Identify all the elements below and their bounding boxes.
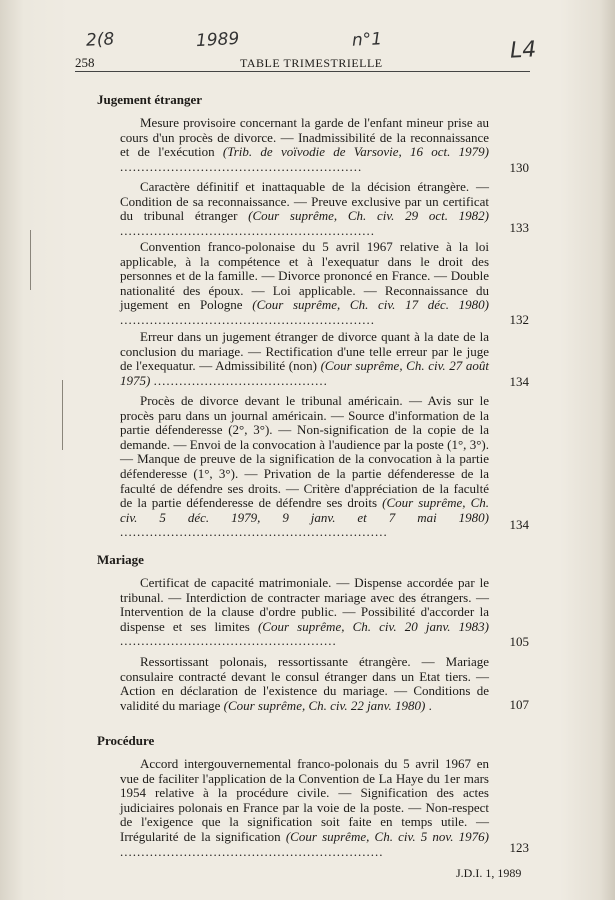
entry-citation: (Cour suprême, Ch. civ. 29 oct. 1982) (248, 208, 489, 224)
margin-pencil-mark (30, 230, 31, 290)
entry-citation: (Cour suprême, Ch. civ. 20 janv. 1983) (257, 618, 489, 634)
entry-citation: (Trib. de voïvodie de Varsovie, 16 oct. 1979) (222, 144, 489, 160)
entry-text: Convention franco-polonaise du 5 avril 1967 relative à la loi applicable, à la compétence et à l'exequatur dans le droit des personnes et de la famille. — Divorce prononcé en France. — Double nationalité des époux. — Loi applicable. — Reconnaissance du jugement en Pologne (120, 239, 489, 313)
entry-text: Erreur dans un jugement étranger de divorce quant à la date de la conclusion du mariage. — Rectification d'une telle erreur par le juge de l'exequatur. — Admissibilité (non) (120, 329, 489, 374)
entry-page-ref: 132 (509, 312, 529, 327)
running-title: TABLE TRIMESTRIELLE (240, 56, 383, 70)
section-heading-jugement-etranger: Jugement étranger (97, 92, 203, 107)
dot-leader: ......................................... (153, 372, 328, 388)
index-entry (120, 576, 489, 649)
index-entry (120, 757, 489, 859)
header-rule (75, 71, 530, 72)
section-heading-procedure: Procédure (97, 733, 155, 748)
dot-leader: . (428, 697, 433, 713)
journal-footer: J.D.I. 1, 1989 (456, 866, 522, 880)
index-entry (120, 180, 489, 238)
dot-leader: ............................................................... (120, 524, 388, 540)
entry-citation: (Cour suprême, Ch. civ. 17 déc. 1980) (252, 297, 489, 313)
dot-leader: ................................................... (120, 633, 337, 649)
entry-page-ref: 130 (509, 160, 529, 175)
index-entry (120, 240, 489, 328)
margin-pencil-mark (62, 380, 63, 450)
entry-page-ref: 134 (509, 374, 529, 389)
entry-text: Accord intergouvernemental franco-polonais du 5 avril 1967 en vue de faciliter l'application de la Convention de La Haye du 1er mars 1954 relative à la procédure civile. — Signification des actes judiciaires polonais en France par la voie de la poste. — Non-respect de l'exigence que la signification soit faite en temps utile. — Irrégularité de la signification (120, 756, 489, 844)
handwritten-note-number: n°1 (351, 29, 383, 51)
index-entry (120, 394, 489, 540)
entry-page-ref: 133 (509, 220, 529, 235)
dot-leader: .............................................................. (120, 843, 384, 859)
page-number: 258 (75, 55, 95, 70)
dot-leader: ......................................................... (120, 158, 363, 174)
section-heading-mariage: Mariage (97, 552, 144, 567)
index-entry (120, 116, 489, 174)
handwritten-note-corner: L4 (509, 37, 537, 64)
index-entry (120, 655, 489, 713)
entry-text: Ressortissant polonais, ressortissante étrangère. — Mariage consulaire contracté devant le consul étranger dans un Etat tiers. — Action en déclaration de l'existence du mariage. — Conditions de validité du mariage (120, 654, 489, 713)
entry-citation: (Cour suprême, Ch. civ. 22 janv. 1980) (223, 697, 426, 713)
index-entry (120, 330, 489, 388)
entry-citation: (Cour suprême, Ch. civ. 5 déc. 1979, 9 janv. et 7 mai 1980) (120, 495, 490, 525)
entry-page-ref: 107 (509, 697, 529, 712)
entry-citation: (Cour suprême, Ch. civ. 5 nov. 1976) (285, 828, 489, 844)
entry-text: Certificat de capacité matrimoniale. — Dispense accordée par le tribunal. — Interdiction de contracter mariage avec des étrangers. — Intervention de la clause d'ordre public. — Possibilité d'accorder la dispense et ses limites (120, 575, 489, 634)
dot-leader: ............................................................ (120, 222, 375, 238)
entry-citation: (Cour suprême, Ch. civ. 27 août 1975) (120, 358, 489, 388)
entry-page-ref: 123 (509, 840, 529, 855)
handwritten-note-left: 2(8 (85, 29, 115, 51)
dot-leader: ............................................................ (120, 311, 375, 327)
entry-text: Procès de divorce devant le tribunal américain. — Avis sur le procès paru dans un journal américain. — Source d'information de la partie défenderesse (2°, 3°). — Non-signification de la copie de la demande. — Envoi de la convocation à l'audience par la poste (1°, 3°). — Manque de preuve de la signification de la convocation à la partie défenderesse (1°, 3°). — Privation de la partie défenderesse de la faculté de défendre ses droits. — Critère d'appréciation de la faculté de la partie défenderesse de défendre ses droits (120, 393, 489, 511)
entry-page-ref: 105 (509, 634, 529, 649)
entry-text: Mesure provisoire concernant la garde de l'enfant mineur prise au cours d'un procès de divorce. — Inadmissibilité de la reconnaissance et de l'exécution (120, 115, 489, 160)
handwritten-note-year: 1989 (195, 28, 240, 52)
entry-text: Caractère définitif et inattaquable de la décision étrangère. — Condition de sa reconnaissance. — Preuve exclusive par un certificat du tribunal étranger (120, 179, 489, 224)
entry-page-ref: 134 (509, 517, 529, 532)
